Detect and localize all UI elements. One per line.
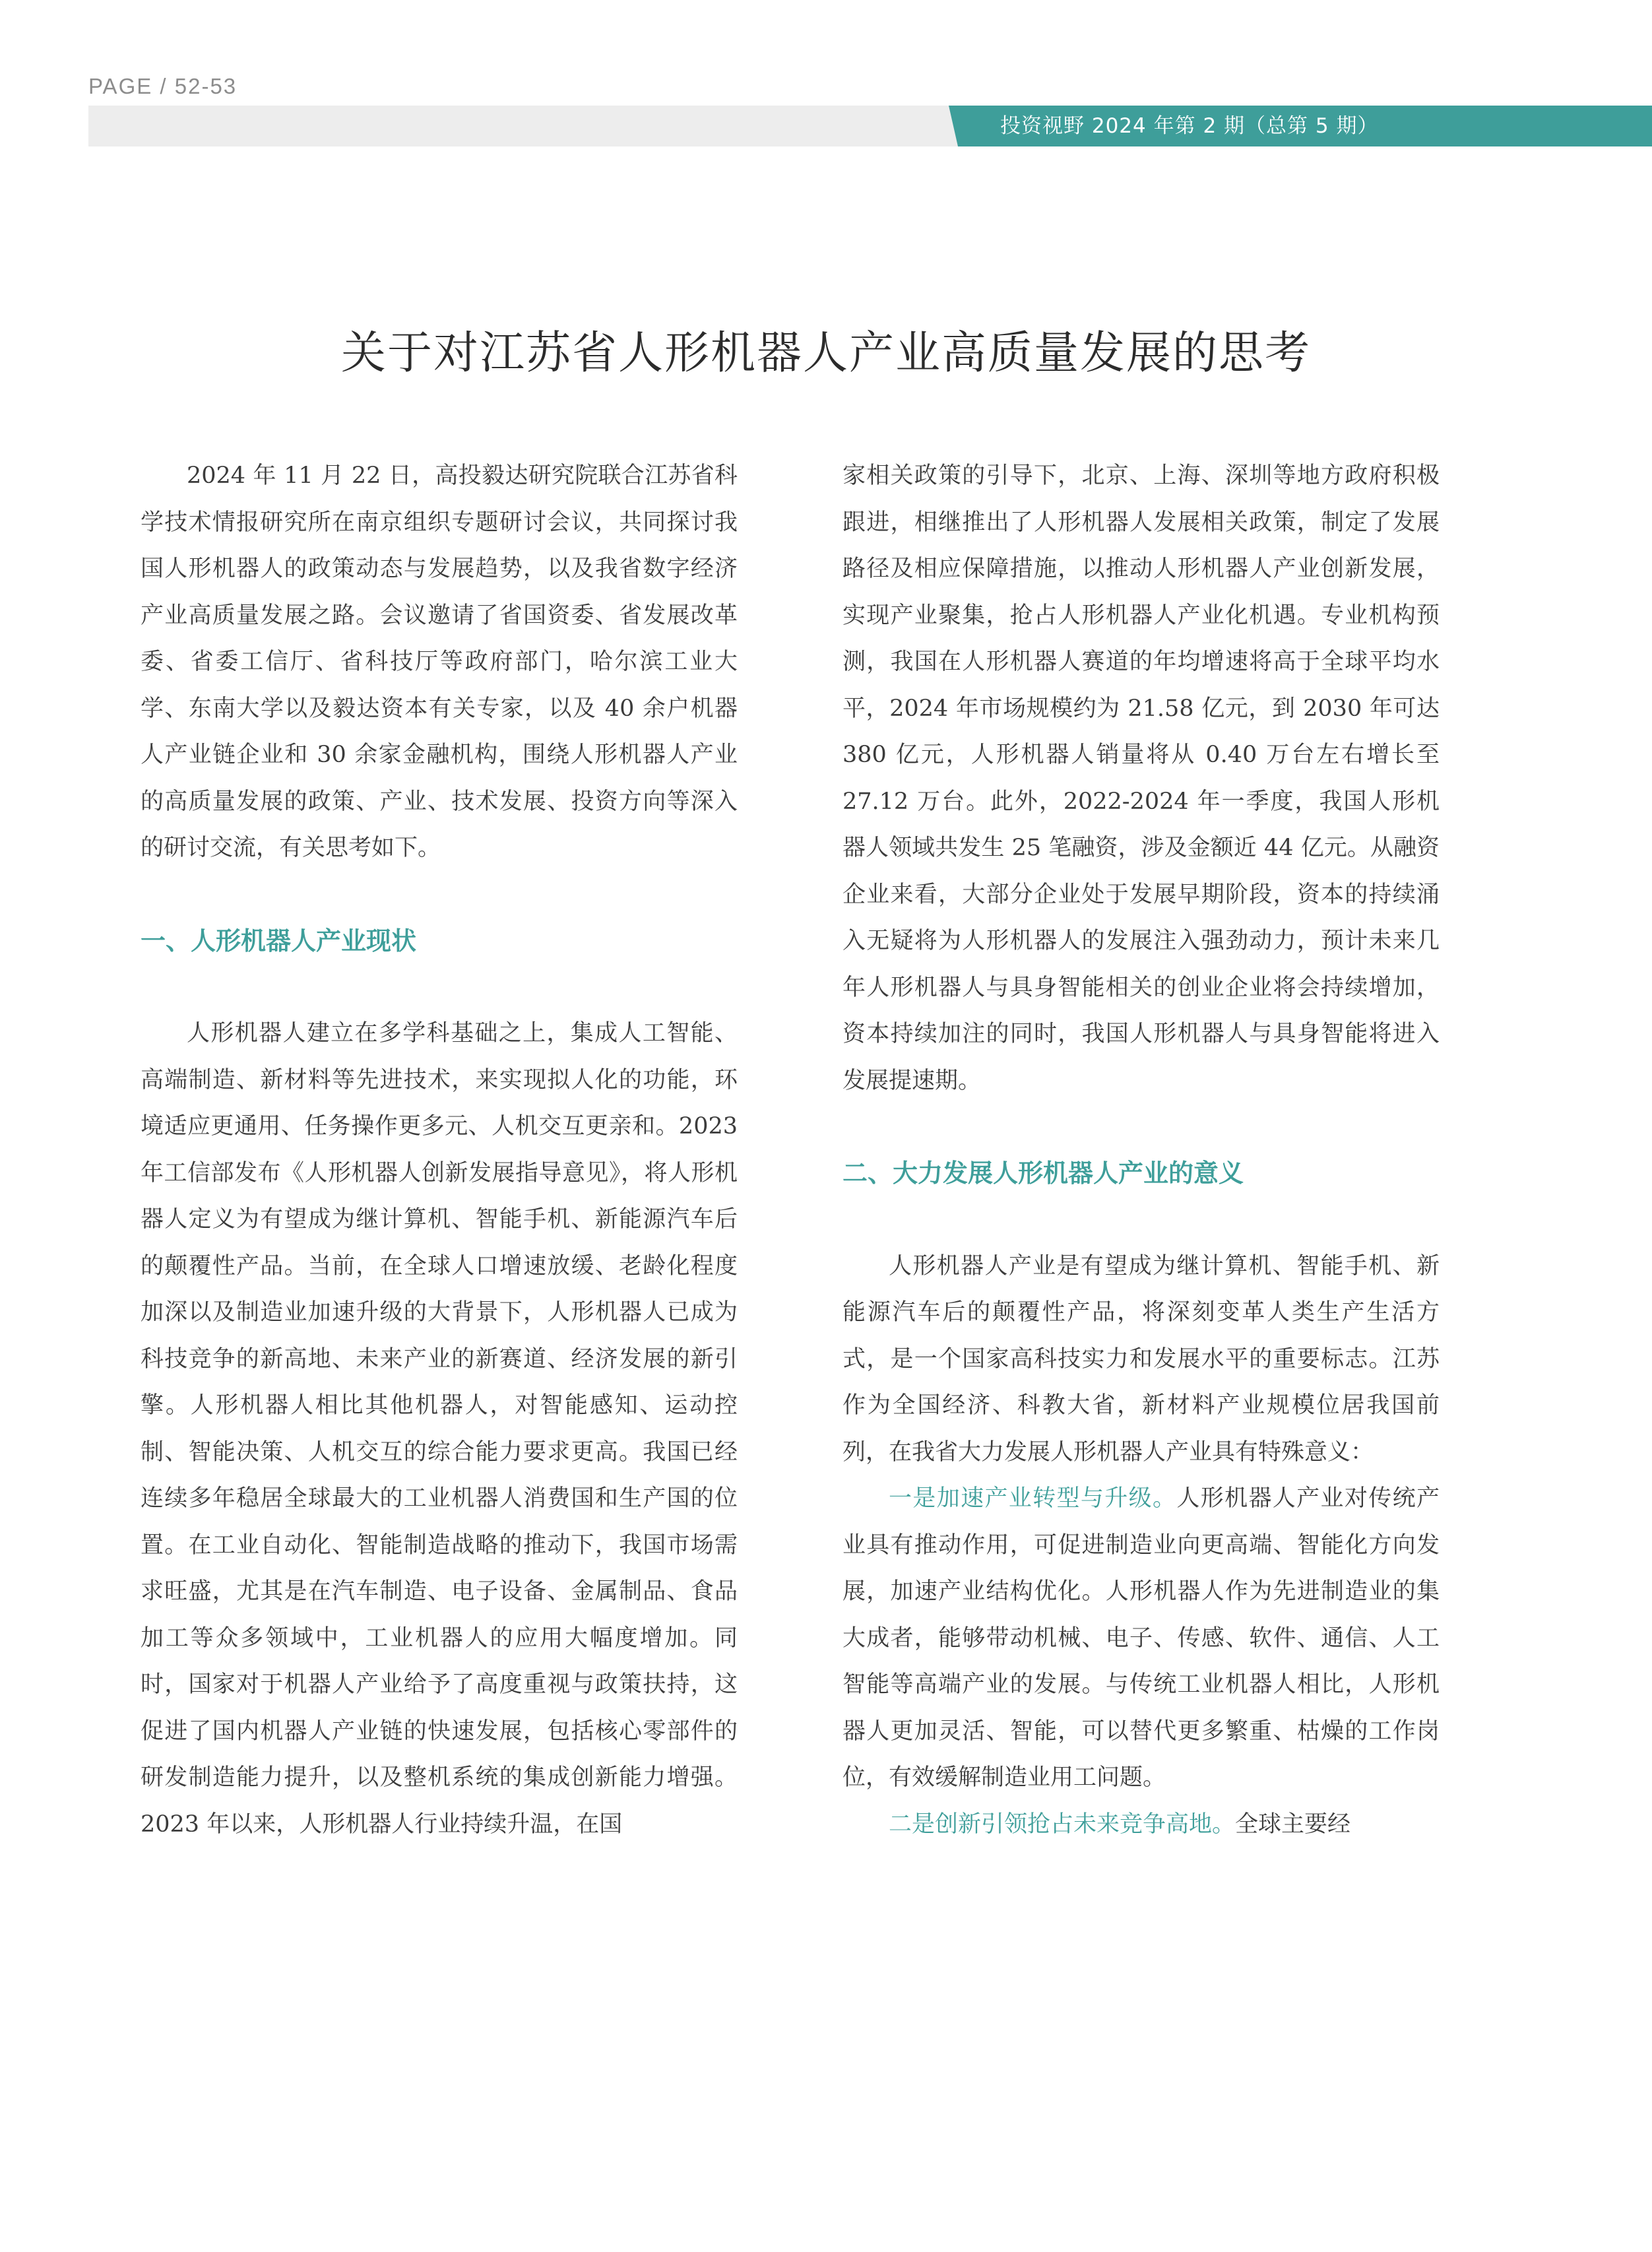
page-number: PAGE / 52-53 (88, 74, 238, 98)
intro-paragraph: 2024 年 11 月 22 日，高投毅达研究院联合江苏省科学技术情报研究所在南京组织专题研讨会议，共同探讨我国人形机器人的政策动态与发展趋势，以及我省数字经济产业高质量发展之路。会议邀请了省国资委、省发展改革委、省委工信厅、省科技厅等政府部门，哈尔滨工业大学、东南大学以及毅达资本有关专家，以及 40 余户机器人产业链企业和 30 余家金融机构，围绕人形机器人产业的高质量发展的政策、产业、技术发展、投资方向等深入的研讨交流，有关思考如下。 (141, 463, 738, 861)
section-heading-2: 二、大力发展人形机器人产业的意义 (842, 1159, 1244, 1188)
point-2-lead: 二是创新引领抢占未来竞争高地。 (889, 1811, 1236, 1838)
right-column (842, 453, 1440, 1848)
section-heading-1: 一、人形机器人产业现状 (141, 926, 417, 955)
left-column (141, 453, 738, 1848)
section-1-paragraph: 人形机器人建立在多学科基础之上，集成人工智能、高端制造、新材料等先进技术，来实现拟人化的功能，环境适应更通用、任务操作更多元、人机交互更亲和。2023 年工信部发布《人形机器人创新发展指导意见》，将人形机器人定义为有望成为继计算机、智能手机、新能源汽车后的颠覆性产品。当前，在全球人口增速放缓、老龄化程度加深以及制造业加速升级的大背景下，人形机器人已成为科技竞争的新高地、未来产业的新赛道、经济发展的新引擎。人形机器人相比其他机器人，对智能感知、运动控制、智能决策、人机交互的综合能力要求更高。我国已经连续多年稳居全球最大的工业机器人消费国和生产国的位置。在工业自动化、智能制造战略的推动下，我国市场需求旺盛，尤其是在汽车制造、电子设备、金属制品、食品加工等众多领域中，工业机器人的应用大幅度增加。同时，国家对于机器人产业给予了高度重视与政策扶持，这促进了国内机器人产业链的快速发展，包括核心零部件的研发制造能力提升，以及整机系统的集成创新能力增强。2023 年以来，人形机器人行业持续升温，在国 (141, 1020, 738, 1838)
continued-paragraph: 家相关政策的引导下，北京、上海、深圳等地方政府积极跟进，相继推出了人形机器人发展相关政策，制定了发展路径及相应保障措施，以推动人形机器人产业创新发展，实现产业聚集，抢占人形机器人产业化机遇。专业机构预测，我国在人形机器人赛道的年均增速将高于全球平均水平，2024 年市场规模约为 21.58 亿元，到 2030 年可达 380 亿元，人形机器人销量将从 0.40 万台左右增长至 27.12 万台。此外，2022-2024 年一季度，我国人形机器人领域共发生 25 笔融资，涉及金额近 44 亿元。从融资企业来看，大部分企业处于发展早期阶段，资本的持续涌入无疑将为人形机器人的发展注入强劲动力，预计未来几年人形机器人与具身智能相关的创业企业将会持续增加，资本持续加注的同时，我国人形机器人与具身智能将进入发展提速期。 (842, 463, 1440, 1094)
section-2-intro-paragraph: 人形机器人产业是有望成为继计算机、智能手机、新能源汽车后的颠覆性产品，将深刻变革人类生产生活方式，是一个国家高科技实力和发展水平的重要标志。江苏作为全国经济、科教大省，新材料产业规模位居我国前列，在我省大力发展人形机器人产业具有特殊意义： (842, 1252, 1440, 1465)
journal-issue-label: 投资视野 2024 年第 2 期（总第 5 期） (1000, 114, 1379, 138)
point-1-body: 人形机器人产业对传统产业具有推动作用，可促进制造业向更高端、智能化方向发展，加速产业结构优化。人形机器人作为先进制造业的集大成者，能够带动机械、电子、传感、软件、通信、人工智能等高端产业的发展。与传统工业机器人相比，人形机器人更加灵活、智能，可以替代更多繁重、枯燥的工作岗位，有效缓解制造业用工问题。 (842, 1485, 1440, 1791)
point-1-lead: 一是加速产业转型与升级。 (889, 1485, 1177, 1512)
point-2-paragraph (842, 1801, 1440, 1848)
point-1-paragraph (842, 1475, 1440, 1801)
point-2-body: 全球主要经 (1235, 1811, 1351, 1838)
article-title: 关于对江苏省人形机器人产业高质量发展的思考 (340, 327, 1311, 379)
